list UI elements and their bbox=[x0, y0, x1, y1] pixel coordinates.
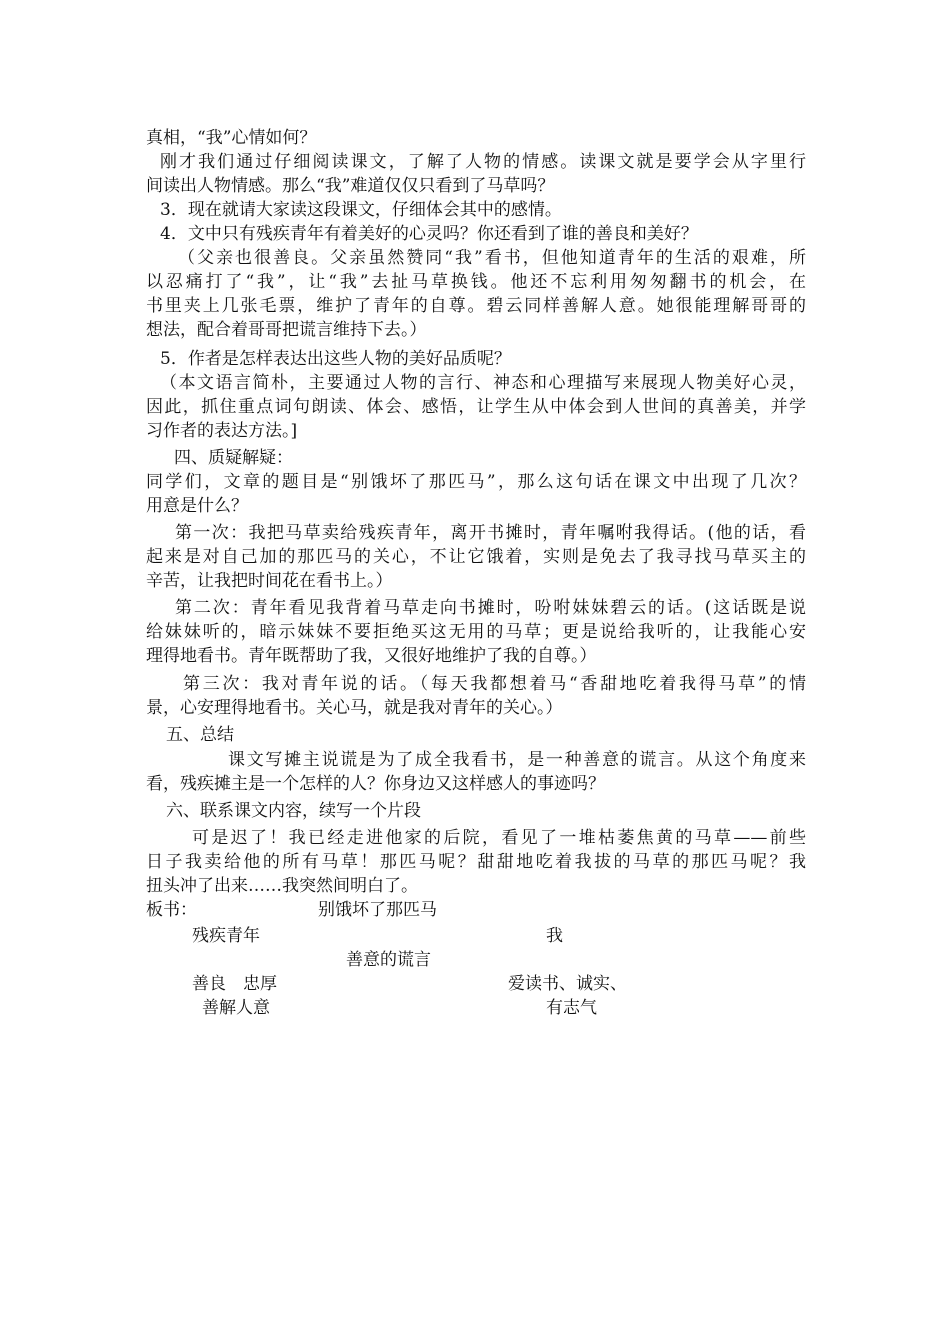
text-line: （本文语言简朴，主要通过人物的言行、神态和心理描写来展现人物美好心灵， bbox=[160, 373, 806, 393]
board-right-heading: 我 bbox=[546, 926, 563, 946]
board-left-traits: 善解人意 bbox=[202, 998, 270, 1018]
text-line: （父亲也很善良。父亲虽然赞同“我”看书，但他知道青年的生活的艰难，所 bbox=[178, 248, 806, 268]
text-line: 课文写摊主说谎是为了成全我看书，是一种善意的谎言。从这个角度来 bbox=[228, 750, 806, 770]
text-line: 起来是对自己加的那匹马的关心，不让它饿着，实则是免去了我寻找马草买主的 bbox=[146, 547, 806, 567]
board-label: 板书： bbox=[146, 900, 197, 920]
board-left-traits: 善良 忠厚 bbox=[192, 974, 277, 994]
text-line: 扭头冲了出来……我突然间明白了。 bbox=[146, 876, 418, 896]
section-heading: 五、总结 bbox=[166, 725, 234, 745]
text-line: 因此，抓住重点词句朗读、体会、感悟，让学生从中体会到人世间的真善美，并学 bbox=[146, 397, 806, 417]
text-line: 第三次：我对青年说的话。（每天我都想着马“香甜地吃着我得马草”的情 bbox=[183, 674, 806, 694]
text-line: 可是迟了！我已经走进他家的后院，看见了一堆枯萎焦黄的马草——前些 bbox=[192, 828, 806, 848]
text-line: 真相，“我”心情如何？ bbox=[146, 128, 317, 148]
text-line: 给妹妹听的，暗示妹妹不要拒绝买这无用的马草；更是说给我听的，让我能心安 bbox=[146, 622, 806, 642]
board-right-traits: 爱读书、诚实、 bbox=[508, 974, 627, 994]
section-heading: 四、质疑解疑： bbox=[174, 448, 293, 468]
text-line: 刚才我们通过仔细阅读课文，了解了人物的情感。读课文就是要学会从字里行 bbox=[160, 152, 806, 172]
text-line: 3．现在就请大家读这段课文，仔细体会其中的感情。 bbox=[160, 200, 562, 220]
text-line: 第一次：我把马草卖给残疾青年，离开书摊时，青年嘱咐我得话。(他的话，看 bbox=[175, 523, 806, 543]
text-line: 第二次：青年看见我背着马草走向书摊时，吩咐妹妹碧云的话。(这话既是说 bbox=[175, 598, 806, 618]
text-line: 理得地看书。青年既帮助了我，又很好地维护了我的自尊。） bbox=[146, 646, 597, 666]
text-line: 以忍痛打了“我”，让“我”去扯马草换钱。他还不忘利用匆匆翻书的机会，在 bbox=[146, 272, 806, 292]
board-title: 别饿坏了那匹马 bbox=[318, 900, 437, 920]
text-line: 辛苦，让我把时间花在看书上。） bbox=[146, 571, 393, 591]
text-line: 想法，配合着哥哥把谎言维持下去。） bbox=[146, 320, 427, 340]
text-line: 用意是什么？ bbox=[146, 496, 248, 516]
board-left-heading: 残疾青年 bbox=[192, 926, 260, 946]
text-line: 同学们，文章的题目是“别饿坏了那匹马”，那么这句话在课文中出现了几次？ bbox=[146, 472, 806, 492]
text-line: 间读出人物情感。那么“我”难道仅仅只看到了马草吗？ bbox=[146, 176, 555, 196]
board-center: 善意的谎言 bbox=[346, 950, 431, 970]
section-heading: 六、联系课文内容，续写一个片段 bbox=[166, 801, 421, 821]
board-right-traits: 有志气 bbox=[546, 998, 597, 1018]
text-line: 书里夹上几张毛票，维护了青年的自尊。碧云同样善解人意。她很能理解哥哥的 bbox=[146, 296, 806, 316]
text-line: 看，残疾摊主是一个怎样的人？你身边又这样感人的事迹吗？ bbox=[146, 774, 605, 794]
text-line: 景，心安理得地看书。关心马，就是我对青年的关心。） bbox=[146, 698, 563, 718]
text-line: 日子我卖给他的所有马草！那匹马呢？甜甜地吃着我拔的马草的那匹马呢？我 bbox=[146, 852, 806, 872]
text-line: 4．文中只有残疾青年有着美好的心灵吗？你还看到了谁的善良和美好？ bbox=[160, 224, 698, 244]
text-line: 5．作者是怎样表达出这些人物的美好品质呢？ bbox=[160, 349, 511, 369]
text-line: 习作者的表达方法。] bbox=[146, 421, 298, 441]
